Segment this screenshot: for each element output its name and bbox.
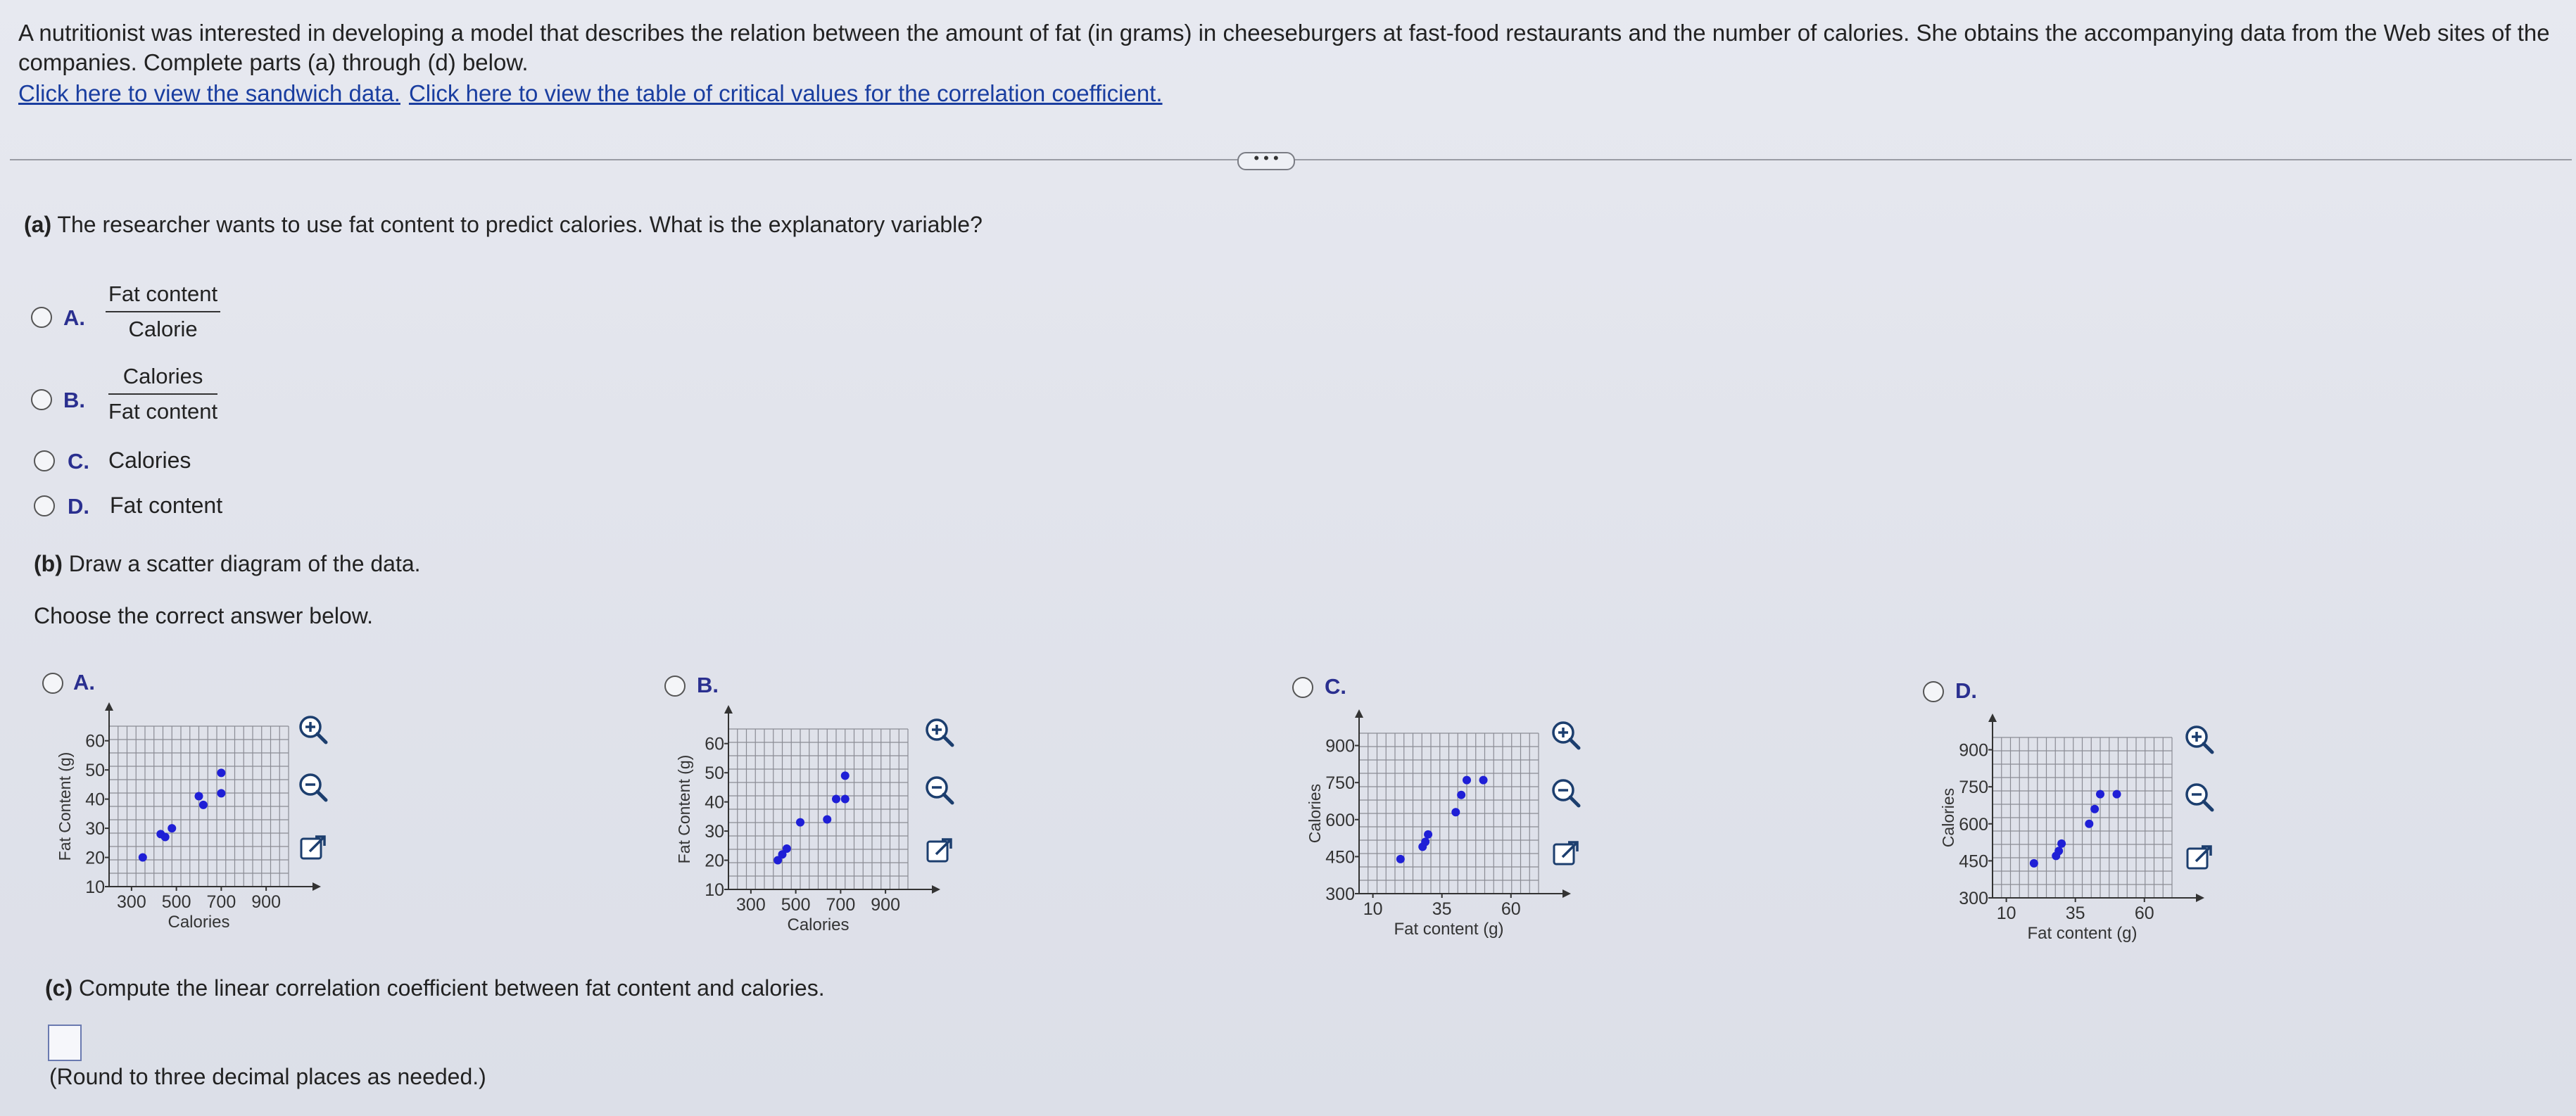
correlation-answer-input[interactable] — [48, 1025, 82, 1061]
y-tick-label: 600 — [1325, 810, 1355, 830]
x-tick-label: 35 — [1432, 899, 1452, 919]
x-tick-label: 900 — [251, 892, 281, 912]
zoom-in-icon[interactable] — [296, 712, 331, 747]
scatter-chart-c — [1292, 711, 1574, 950]
x-axis-label: Calories — [787, 915, 850, 934]
data-point — [841, 771, 850, 780]
x-tick-label: 700 — [206, 892, 236, 912]
data-point — [199, 801, 208, 809]
y-tick-label: 600 — [1959, 814, 1988, 835]
zoom-in-icon[interactable] — [1548, 718, 1584, 753]
y-tick-label: 300 — [1959, 889, 1988, 908]
x-axis-arrow — [932, 885, 940, 894]
part-a-label: (a) — [24, 212, 52, 237]
data-point — [1396, 855, 1405, 863]
y-tick-label: 20 — [705, 851, 724, 871]
data-point — [1421, 837, 1429, 846]
y-tick-label: 900 — [1959, 740, 1988, 761]
part-a-question-text: The researcher wants to use fat content to predict calories. What is the explanatory variable? — [57, 212, 983, 237]
problem-intro — [18, 18, 2559, 108]
y-axis-label: Fat Content (g) — [56, 752, 74, 861]
part-b-option-a-radio[interactable] — [42, 673, 63, 694]
part-b-option-d-letter: D. — [1955, 678, 1977, 703]
scatter-chart-a — [42, 704, 324, 943]
data-point — [2085, 820, 2093, 828]
data-point — [832, 794, 840, 803]
data-point — [217, 768, 225, 777]
x-tick-label: 10 — [1996, 903, 2016, 923]
y-tick-label: 60 — [705, 734, 724, 754]
fraction-denominator: Fat content — [108, 399, 218, 424]
open-in-new-window-icon[interactable] — [922, 833, 957, 868]
part-a-option-a-radio[interactable] — [31, 307, 52, 328]
x-tick-label: 60 — [2134, 903, 2154, 923]
part-a-option-b-radio[interactable] — [31, 389, 52, 410]
zoom-out-icon[interactable] — [922, 773, 957, 808]
y-tick-label: 40 — [85, 790, 105, 810]
scatter-chart-d — [1926, 715, 2207, 954]
data-point — [841, 794, 850, 803]
part-b-option-d-radio[interactable] — [1923, 681, 1944, 702]
x-axis-arrow — [2196, 894, 2204, 902]
y-tick-label: 10 — [705, 880, 724, 900]
part-b-question-text: Draw a scatter diagram of the data. — [68, 551, 421, 576]
x-tick-label: 900 — [871, 895, 900, 915]
data-point — [1424, 830, 1432, 839]
scatter-chart-b — [662, 706, 943, 946]
y-tick-label: 30 — [85, 819, 105, 839]
chart-grid — [1993, 737, 2172, 898]
part-a-option-d-letter: D. — [68, 494, 89, 519]
y-axis-label: Calories — [1306, 783, 1324, 844]
y-axis-label: Calories — [1939, 787, 1957, 848]
intro-links — [18, 79, 2559, 108]
part-a-option-a-letter: A. — [63, 305, 85, 330]
part-a-option-c-label[interactable]: Calories — [108, 448, 191, 473]
data-point — [139, 854, 147, 862]
rounding-hint: (Round to three decimal places as needed.) — [49, 1064, 486, 1089]
part-a-option-c-letter: C. — [68, 449, 89, 474]
part-b-option-c-radio[interactable] — [1292, 677, 1313, 698]
x-axis-arrow — [312, 882, 321, 891]
intro-text: A nutritionist was interested in developing a model that describes the relation between the amount of fat (in grams) in cheeseburgers at fast-food restaurants and the number of calories. She obtains the accompanying data from the Web sites of the companies. Complete parts (a) through (d) below. — [18, 20, 2550, 75]
open-in-new-window-icon[interactable] — [296, 830, 331, 865]
zoom-in-icon[interactable] — [922, 715, 957, 750]
open-in-new-window-icon[interactable] — [2182, 840, 2217, 875]
part-a-question — [24, 212, 983, 238]
data-point — [168, 824, 176, 832]
data-point — [823, 816, 831, 824]
part-b-question — [34, 551, 421, 577]
x-tick-label: 500 — [161, 892, 191, 912]
y-axis-arrow — [105, 702, 113, 711]
y-tick-label: 450 — [1325, 847, 1355, 868]
part-a-option-c-radio[interactable] — [34, 450, 55, 471]
sandwich-data-link[interactable]: Click here to view the sandwich data. — [18, 80, 400, 106]
part-a-option-d-radio[interactable] — [34, 495, 55, 516]
y-axis-label: Fat Content (g) — [675, 754, 693, 864]
y-axis-arrow — [724, 705, 733, 714]
expand-button[interactable]: • • • — [1237, 152, 1295, 170]
part-b-option-a-letter: A. — [73, 670, 95, 695]
part-b-option-c-letter: C. — [1325, 674, 1346, 699]
data-point — [2096, 790, 2104, 799]
part-a-option-d-label[interactable]: Fat content — [110, 493, 223, 518]
chart-grid — [1359, 733, 1539, 894]
x-axis-arrow — [1562, 889, 1571, 898]
data-point — [195, 792, 203, 800]
data-point — [1457, 791, 1465, 799]
data-point — [1479, 776, 1488, 785]
data-point — [2090, 805, 2099, 813]
data-point — [161, 833, 170, 842]
part-a-option-b-letter: B. — [63, 388, 85, 412]
y-axis-arrow — [1355, 709, 1363, 718]
part-b-label: (b) — [34, 551, 63, 576]
x-tick-label: 500 — [781, 895, 811, 915]
zoom-out-icon[interactable] — [2182, 780, 2217, 815]
data-point — [2030, 859, 2038, 868]
zoom-out-icon[interactable] — [296, 770, 331, 805]
y-tick-label: 40 — [705, 792, 724, 813]
data-point — [1451, 808, 1460, 816]
x-axis-label: Calories — [168, 913, 230, 932]
y-tick-label: 10 — [85, 877, 105, 897]
critical-values-link[interactable]: Click here to view the table of critical values for the correlation coefficient. — [408, 80, 1163, 106]
part-a-option-b-fraction[interactable] — [108, 364, 217, 424]
y-tick-label: 60 — [85, 731, 105, 752]
x-tick-label: 60 — [1501, 899, 1521, 919]
zoom-in-icon[interactable] — [2182, 722, 2217, 757]
part-c-question-text: Compute the linear correlation coefficient between fat content and calories. — [79, 975, 825, 1001]
data-point — [1463, 776, 1471, 785]
data-point — [783, 844, 791, 853]
open-in-new-window-icon[interactable] — [1548, 836, 1584, 871]
data-point — [2113, 790, 2121, 799]
y-tick-label: 450 — [1959, 851, 1988, 872]
fraction-numerator: Calories — [108, 364, 217, 395]
data-point — [2054, 846, 2063, 855]
x-tick-label: 35 — [2065, 903, 2085, 923]
y-axis-arrow — [1988, 714, 1997, 722]
y-tick-label: 750 — [1325, 773, 1355, 794]
data-point — [796, 818, 804, 827]
part-b-option-b-radio[interactable] — [664, 676, 686, 697]
part-b-option-b-letter: B. — [697, 673, 719, 697]
y-tick-label: 300 — [1325, 884, 1355, 904]
fraction-numerator: Fat content — [106, 281, 220, 312]
y-tick-label: 50 — [85, 761, 105, 781]
fraction-denominator: Calorie — [128, 317, 198, 341]
y-tick-label: 50 — [705, 763, 724, 784]
y-tick-label: 30 — [705, 822, 724, 842]
chart-grid — [728, 729, 908, 889]
part-c-question — [45, 975, 825, 1001]
chart-grid — [109, 726, 289, 887]
x-tick-label: 300 — [117, 892, 146, 912]
y-tick-label: 20 — [85, 848, 105, 868]
data-point — [217, 789, 225, 797]
x-tick-label: 700 — [826, 895, 856, 915]
y-tick-label: 900 — [1325, 736, 1355, 756]
part-b-instruction: Choose the correct answer below. — [34, 603, 374, 628]
zoom-out-icon[interactable] — [1548, 775, 1584, 811]
part-c-label: (c) — [45, 975, 73, 1001]
y-tick-label: 750 — [1959, 778, 1988, 798]
part-a-option-a-fraction[interactable] — [106, 281, 220, 342]
x-axis-label: Fat content (g) — [1394, 920, 1504, 939]
x-axis-label: Fat content (g) — [2027, 924, 2138, 943]
x-tick-label: 10 — [1363, 899, 1383, 919]
x-tick-label: 300 — [736, 895, 766, 915]
data-point — [2057, 839, 2066, 848]
